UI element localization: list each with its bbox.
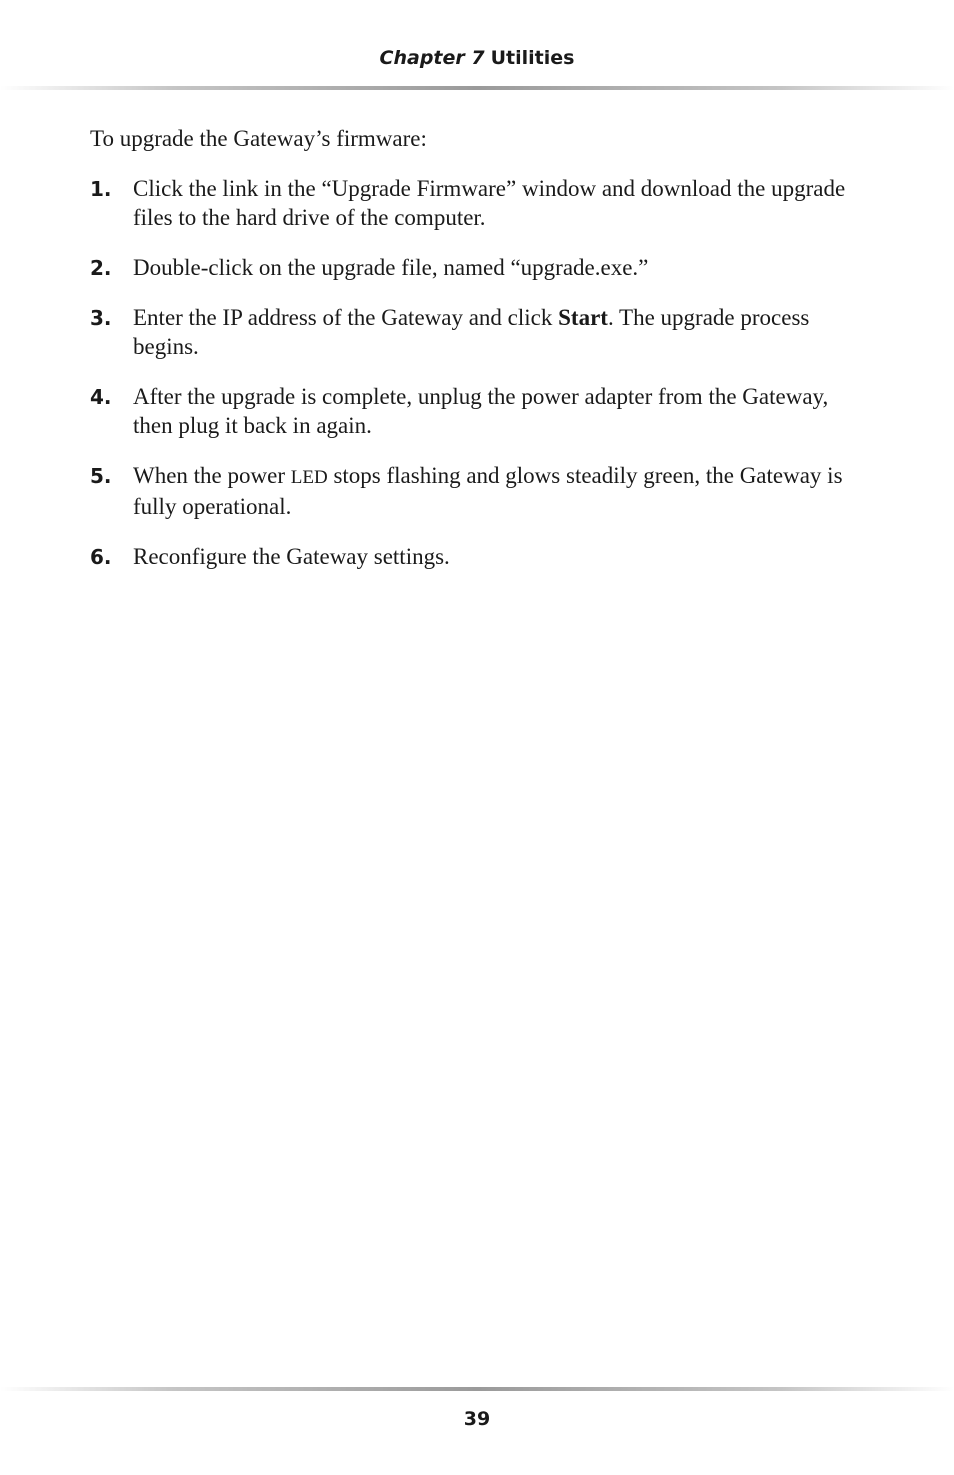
step-text-start: When the power	[133, 463, 291, 488]
step-number: 5.	[90, 464, 112, 488]
step-text: After the upgrade is complete, unplug the power adapter from the Gateway, then plug it back in again.	[133, 384, 829, 438]
step-text: Click the link in the “Upgrade Firmware” window and download the upgrade files to the hard drive of the computer.	[133, 176, 846, 230]
intro-paragraph: To upgrade the Gateway’s firmware:	[90, 126, 427, 151]
step-item-3	[90, 303, 870, 361]
step-text-end: stops flashing and glows steadily green, the Gateway is fully operational.	[133, 463, 843, 519]
start-button-reference: Start	[558, 305, 608, 330]
step-number: 6.	[90, 545, 112, 569]
step-number: 3.	[90, 306, 112, 330]
step-item-2	[90, 253, 870, 282]
step-item-5	[90, 461, 870, 521]
step-number: 1.	[90, 177, 112, 201]
chapter-title: Utilities	[490, 47, 575, 69]
chapter-label: Chapter 7	[379, 47, 485, 69]
step-number: 2.	[90, 256, 112, 280]
step-item-4	[90, 382, 870, 440]
step-item-6	[90, 542, 870, 571]
step-text-end: . The upgrade process begins.	[133, 305, 810, 359]
step-item-1	[90, 174, 870, 232]
page-body	[90, 124, 870, 592]
footer-divider	[0, 1387, 954, 1391]
step-number: 4.	[90, 385, 112, 409]
running-header	[0, 44, 954, 72]
upgrade-steps-list	[90, 174, 870, 571]
step-text: Double-click on the upgrade file, named “upgrade.exe.”	[133, 255, 649, 280]
page-number: 39	[463, 1408, 491, 1430]
header-divider	[0, 86, 954, 90]
step-text-start: Enter the IP address of the Gateway and click	[133, 305, 559, 330]
step-text: Reconfigure the Gateway settings.	[133, 544, 450, 569]
led-term: LED	[290, 467, 328, 488]
